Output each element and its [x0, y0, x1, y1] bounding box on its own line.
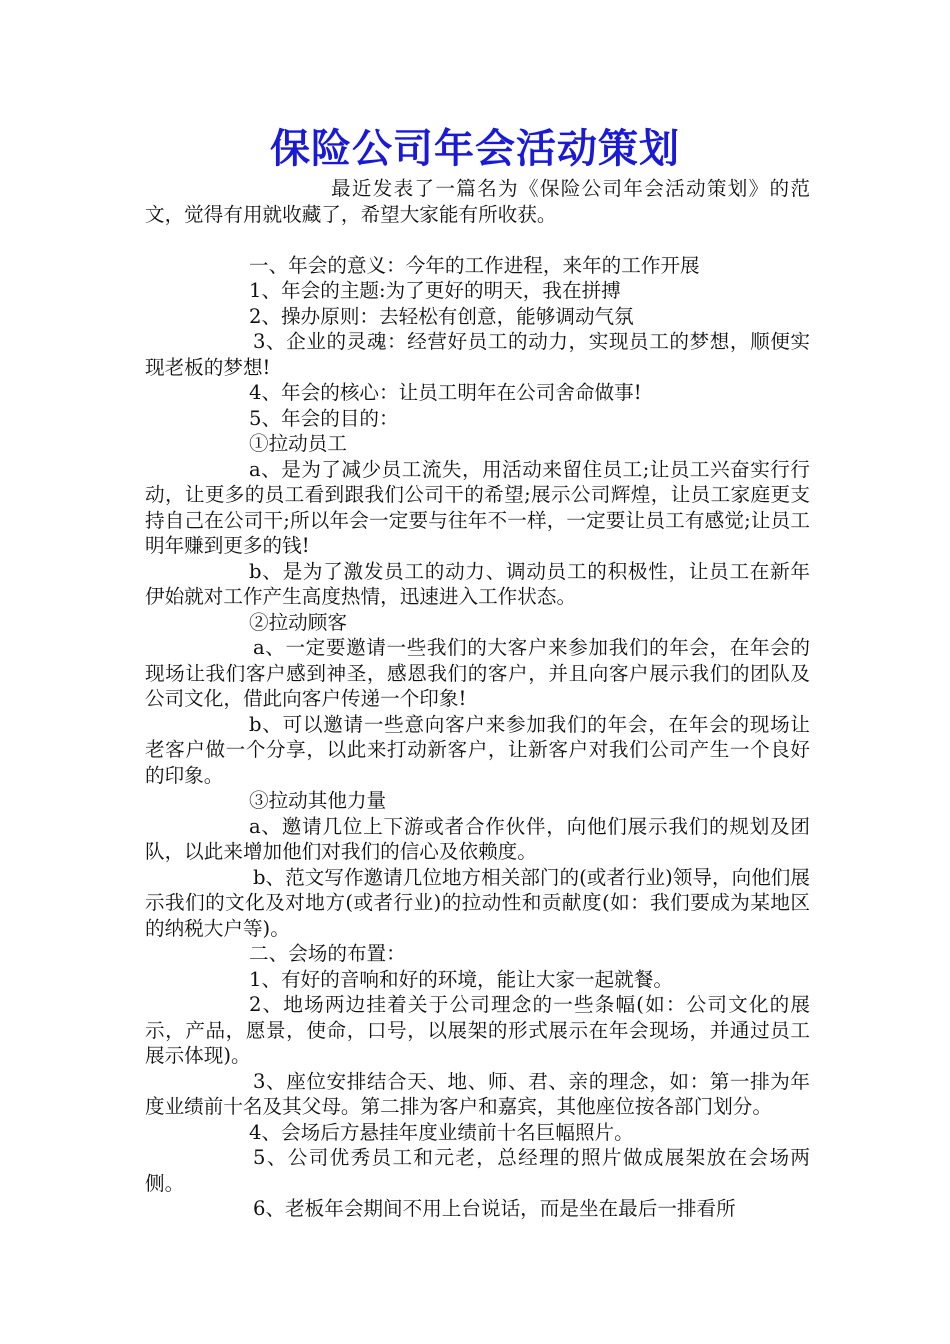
document-title: 保险公司年会活动策划: [270, 125, 680, 172]
paragraph: 5、年会的目的：: [249, 406, 399, 430]
paragraph: 6、老板年会期间不用上台说话，而是坐在最后一排看所: [253, 1197, 736, 1220]
section-heading-1: 一、年会的意义：今年的工作进程，来年的工作开展: [249, 253, 700, 277]
paragraph: b、是为了激发员工的动力、调动员工的积极性，让员工在新年伊始就对工作产生高度热情，迅速进入工作状态。: [145, 559, 810, 608]
paragraph: a、一定要邀请一些我们的大客户来参加我们的年会，在年会的现场让我们客户感到神圣，感恩我们的客户，并且向客户展示我们的团队及公司文化，借此向客户传递一个印象!: [145, 636, 810, 710]
paragraph: 2、地场两边挂着关于公司理念的一些条幅(如：公司文化的展示，产品，愿景，使命，口号，以展架的形式展示在年会现场，并通过员工展示体现)。: [145, 993, 810, 1067]
paragraph: b、范文写作邀请几位地方相关部门的(或者行业)领导，向他们展示我们的文化及对地方(或者行业)的拉动性和贡献度(如：我们要成为某地区的纳税大户等)。: [145, 865, 810, 940]
paragraph: a、邀请几位上下游或者合作伙伴，向他们展示我们的规划及团队，以此来增加他们对我们的信心及依赖度。: [145, 814, 810, 863]
section-heading-2: 二、会场的布置：: [249, 942, 406, 965]
paragraph: 3、座位安排结合天、地、师、君、亲的理念，如：第一排为年度业绩前十名及其父母。第二排为客户和嘉宾，其他座位按各部门划分。: [145, 1069, 810, 1118]
paragraph: 3、企业的灵魂：经营好员工的动力，实现员工的梦想，顺便实现老板的梦想!: [145, 330, 810, 379]
paragraph-gap: [145, 227, 810, 253]
paragraph: 5、公司优秀员工和元老，总经理的照片做成展架放在会场两侧。: [145, 1146, 810, 1195]
sub-heading: ①拉动员工: [249, 432, 347, 455]
paragraph: b、可以邀请一些意向客户来参加我们的年会，在年会的现场让老客户做一个分享，以此来打动新客户，让新客户对我们公司产生一个良好的印象。: [145, 712, 810, 787]
paragraph: 4、年会的核心：让员工明年在公司舍命做事!: [249, 381, 642, 404]
paragraph: a、是为了减少员工流失，用活动来留住员工;让员工兴奋实行行动，让更多的员工看到跟我们公司干的希望;展示公司辉煌，让员工家庭更支持自己在公司干;所以年会一定要与往年不一样，一定要让员工有感觉;让员工明年赚到更多的钱!: [145, 457, 810, 557]
sub-heading: ③拉动其他力量: [249, 789, 387, 812]
paragraph: 2、操办原则：去轻松有创意，能够调动气氛: [249, 304, 634, 328]
paragraph: 1、有好的音响和好的环境，能让大家一起就餐。: [249, 967, 673, 991]
paragraph: 1、年会的主题:为了更好的明天，我在拼搏: [249, 279, 621, 302]
intro-paragraph: 最近发表了一篇名为《保险公司年会活动策划》的范文，觉得有用就收藏了，希望大家能有所收获。: [145, 177, 810, 226]
sub-heading: ②拉动顾客: [249, 610, 347, 634]
paragraph: 4、会场后方悬挂年度业绩前十名巨幅照片。: [249, 1120, 634, 1144]
document-body: [145, 176, 810, 1222]
